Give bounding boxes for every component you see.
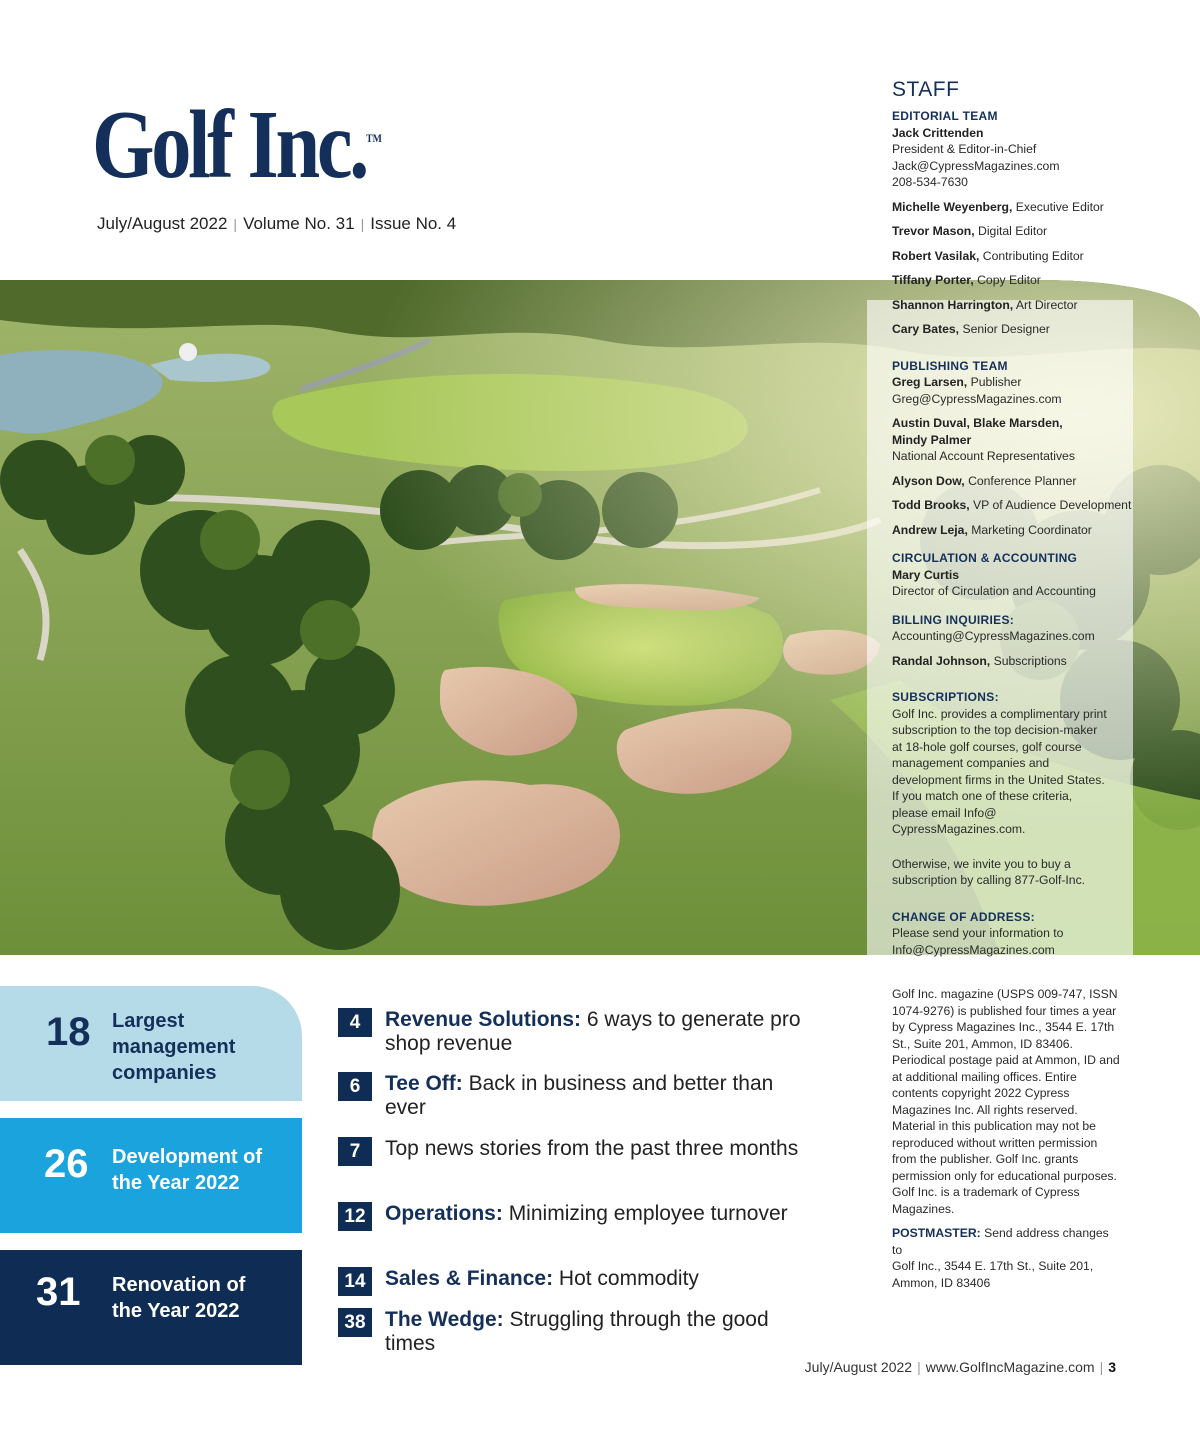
staff-role: President & Editor-in-Chief — [892, 142, 1037, 156]
toc-text — [385, 1202, 805, 1226]
staff-heading: STAFF — [892, 78, 960, 101]
staff-name: Todd Brooks, — [892, 498, 970, 512]
staff-entry — [892, 653, 1132, 670]
editor-in-chief — [892, 125, 1132, 191]
staff-name: Greg Larsen, — [892, 375, 968, 389]
toc-text — [385, 1308, 805, 1356]
staff-name: Tiffany Porter, — [892, 273, 974, 287]
staff-name: Jack Crittenden — [892, 125, 984, 140]
divider: | — [917, 1359, 921, 1375]
toc-description: Back in business and better than ever — [385, 1072, 774, 1119]
toc-description: 6 ways to generate pro shop revenue — [385, 1008, 801, 1055]
divider: | — [360, 216, 365, 232]
footer-issue-date: July/August 2022 — [804, 1359, 913, 1375]
subscriptions-heading: SUBSCRIPTIONS: — [892, 690, 999, 704]
feature-title: Renovation of the Year 2022 — [112, 1274, 246, 1322]
postmaster-label: POSTMASTER: — [892, 1226, 981, 1240]
circulation-entry — [892, 567, 1132, 600]
circulation-heading: CIRCULATION & ACCOUNTING — [892, 551, 1078, 565]
issue-line — [97, 214, 456, 234]
postmaster-entry — [892, 1225, 1118, 1258]
page-footer — [805, 1359, 1116, 1375]
footer-website-link[interactable]: www.GolfIncMagazine.com — [925, 1359, 1095, 1375]
staff-entry — [892, 199, 1132, 216]
staff-phone: 208-534-7630 — [892, 175, 968, 189]
staff-names: Mindy Palmer — [892, 432, 972, 447]
toc-page-number: 38 — [338, 1308, 372, 1337]
divider: | — [1099, 1359, 1104, 1375]
toc-text — [385, 1008, 805, 1056]
staff-email: Greg@CypressMagazines.com — [892, 391, 1062, 406]
staff-entry — [892, 321, 1132, 338]
staff-names: Austin Duval, Blake Marsden, — [892, 416, 1063, 430]
subscriptions-text-2: Otherwise, we invite you to buy a subscription by calling 877-Golf-Inc. — [892, 856, 1086, 887]
staff-entry — [892, 522, 1132, 539]
golf-inc-logo — [92, 91, 382, 199]
feature-title: Development of the Year 2022 — [112, 1146, 263, 1194]
toc-page-number: 12 — [338, 1202, 372, 1231]
staff-role: Executive Editor — [1012, 199, 1104, 214]
staff-role: Senior Designer — [959, 322, 1050, 336]
trademark-mark: TM — [366, 131, 382, 145]
staff-role: Contributing Editor — [979, 248, 1084, 263]
postmaster-address: Golf Inc., 3544 E. 17th St., Suite 201, Ammon, ID 83406 — [892, 1259, 1094, 1290]
staff-email: Jack@CypressMagazines.com — [892, 158, 1060, 173]
staff-role: Conference Planner — [964, 473, 1077, 488]
staff-name: Alyson Dow, — [892, 473, 965, 488]
divider: | — [233, 216, 238, 232]
toc-page-number: 7 — [338, 1137, 372, 1166]
toc-page-number: 14 — [338, 1267, 372, 1296]
legal-text: Golf Inc. magazine (USPS 009-747, ISSN 1074-9276) is published four times a year by Cypress Magazines Inc., 3544 E. 17th St., Suite 201, Ammon, ID 83406. Periodical postage paid at Ammon, ID and at additional mailing offices. Entire contents copyright 2022 Cypress Magazines Inc. All rights reserved. Material in this publication may not be reproduced without written permission from the publisher. Golf Inc. grants permission only for educational purposes. Golf Inc. is a trademark of Cypress Magazines. — [892, 987, 1120, 1216]
editorial-team-heading: EDITORIAL TEAM — [892, 109, 998, 123]
staff-name: Mary Curtis — [892, 567, 960, 582]
toc-text — [385, 1137, 805, 1161]
staff-name: Michelle Weyenberg, — [892, 199, 1013, 214]
publishing-team-heading: PUBLISHING TEAM — [892, 358, 1008, 373]
change-of-address-text: Please send your information to Info@CypressMagazines.com — [892, 926, 1064, 957]
subscriptions-text: Golf Inc. provides a complimentary print subscription to the top decision-maker at 18-hole golf courses, golf course management companies and development firms in the United States. If you match one of these criteria, please email Info@ CypressMagazines.com. — [892, 706, 1107, 836]
feature-page-number: 18 — [46, 1010, 91, 1054]
toc-text — [385, 1267, 805, 1291]
volume-number: Volume No. 31 — [243, 214, 355, 233]
issue-number: Issue No. 4 — [370, 214, 457, 233]
staff-role: VP of Audience Development — [969, 498, 1132, 512]
page-number: 3 — [1108, 1359, 1116, 1375]
publisher-entry — [892, 374, 1132, 407]
staff-name: Shannon Harrington, — [892, 297, 1014, 312]
toc-keyword: Sales & Finance: — [385, 1267, 554, 1290]
toc-page-number: 4 — [338, 1008, 372, 1037]
billing-email: Accounting@CypressMagazines.com — [892, 629, 1095, 643]
feature-box-development-of-year[interactable] — [0, 1118, 302, 1233]
toc-description: Hot commodity — [553, 1267, 699, 1290]
feature-box-renovation-of-year[interactable] — [0, 1250, 302, 1365]
toc-description: Struggling through the good times — [385, 1308, 769, 1355]
toc-keyword: Operations: — [385, 1202, 503, 1225]
toc-keyword: Revenue Solutions: — [385, 1008, 582, 1031]
toc-description: Minimizing employee turnover — [502, 1202, 788, 1225]
staff-role: Subscriptions — [990, 653, 1067, 668]
feature-page-number: 26 — [44, 1142, 89, 1186]
staff-name: Andrew Leja, — [892, 522, 968, 537]
staff-entry — [892, 473, 1132, 490]
feature-title: Largest management companies — [112, 1010, 236, 1084]
toc-page-number: 6 — [338, 1072, 372, 1101]
change-of-address-heading: CHANGE OF ADDRESS: — [892, 909, 1035, 924]
staff-role: Director of Circulation and Accounting — [892, 584, 1096, 598]
staff-name: Robert Vasilak, — [892, 248, 980, 263]
toc-keyword: The Wedge: — [385, 1308, 504, 1331]
staff-name: Randal Johnson, — [892, 653, 991, 668]
staff-role: National Account Representatives — [892, 449, 1075, 463]
staff-role: Art Director — [1013, 297, 1078, 312]
account-reps-entry — [892, 415, 1132, 465]
issue-date: July/August 2022 — [97, 214, 228, 233]
billing-heading: BILLING INQUIRIES: — [892, 612, 1015, 627]
postmaster-text: Send address changes to — [892, 1226, 1109, 1257]
staff-entry — [892, 223, 1132, 240]
staff-name: Trevor Mason, — [892, 224, 975, 238]
feature-page-number: 31 — [36, 1270, 81, 1314]
staff-entry — [892, 248, 1132, 265]
staff-entry — [892, 272, 1132, 289]
staff-entry — [892, 497, 1132, 514]
feature-box-management-companies[interactable] — [0, 986, 302, 1101]
staff-entry — [892, 297, 1132, 314]
toc-text — [385, 1072, 805, 1120]
staff-role: Publisher — [967, 375, 1022, 389]
staff-column — [892, 78, 1132, 1299]
logo-text: Golf Inc. — [92, 91, 367, 199]
staff-role: Copy Editor — [973, 273, 1041, 287]
toc-keyword: Tee Off: — [385, 1072, 463, 1095]
staff-role: Marketing Coordinator — [967, 522, 1092, 537]
toc-description: Top news stories from the past three months — [385, 1137, 799, 1160]
staff-role: Digital Editor — [974, 224, 1048, 238]
staff-name: Cary Bates, — [892, 322, 960, 336]
